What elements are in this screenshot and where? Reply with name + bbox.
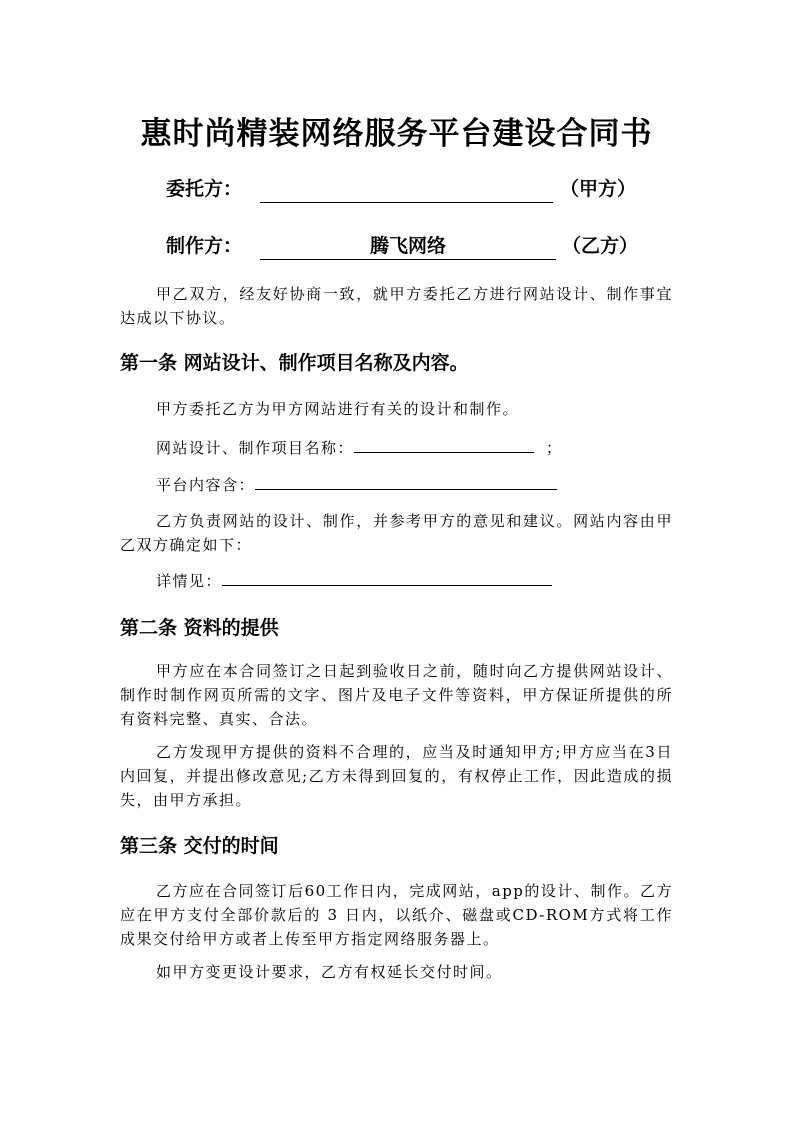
- article1-heading: 第一条 网站设计、制作项目名称及内容。: [120, 352, 469, 374]
- article3-paragraph-1: 乙方应在合同签订后60工作日内，完成网站，app的设计、制作。乙方应在甲方支付全部价款后的 3 日内，以纸介、磁盘或CD-ROM方式将工作成果交付给甲方或者上传至甲方指定网络服务器上。: [120, 882, 673, 948]
- details-blank: [222, 567, 552, 586]
- maker-role: （乙方）: [562, 235, 639, 257]
- item-name-label: 网站设计、制作项目名称：: [156, 439, 355, 457]
- platform-content-label: 平台内容含：: [156, 476, 256, 494]
- client-label: 委托方：: [166, 178, 243, 200]
- article3-heading: 第三条 交付的时间: [120, 835, 279, 857]
- item-name-field: [156, 434, 563, 460]
- platform-content-field: [156, 471, 557, 497]
- intro-paragraph: 甲乙双方，经友好协商一致，就甲方委托乙方进行网站设计、制作事宜达成以下协议。: [120, 285, 673, 327]
- article3-paragraph-2: 如甲方变更设计要求，乙方有权延长交付时间。: [156, 963, 503, 981]
- details-field: [156, 567, 552, 593]
- client-name-field: [260, 174, 553, 203]
- maker-name-field: 腾飞网络: [260, 231, 556, 260]
- article1-paragraph-1: 甲方委托乙方为甲方网站进行有关的设计和制作。: [156, 400, 520, 418]
- article2-heading: 第二条 资料的提供: [120, 617, 279, 639]
- item-name-blank: [354, 434, 534, 453]
- article1-paragraph-2: 乙方负责网站的设计、制作，并参考甲方的意见和建议。网站内容由甲乙双方确定如下：: [120, 512, 673, 554]
- article2-paragraph-1: 甲方应在本合同签订之日起到验收日之前，随时向乙方提供网站设计、制作时制作网页所需的文字、图片及电子文件等资料，甲方保证所提供的所有资料完整、真实、合法。: [120, 662, 673, 728]
- platform-content-blank: [255, 471, 557, 490]
- client-role: （甲方）: [560, 178, 637, 200]
- item-name-suffix: ；: [546, 439, 563, 457]
- document-title: 惠时尚精装网络服务平台建设合同书: [140, 116, 653, 152]
- details-label: 详情见：: [156, 572, 223, 590]
- maker-label: 制作方：: [166, 235, 243, 257]
- article2-paragraph-2: 乙方发现甲方提供的资料不合理的，应当及时通知甲方;甲方应当在3日内回复，并提出修改意见;乙方未得到回复的，有权停止工作，因此造成的损失，由甲方承担。: [120, 743, 673, 809]
